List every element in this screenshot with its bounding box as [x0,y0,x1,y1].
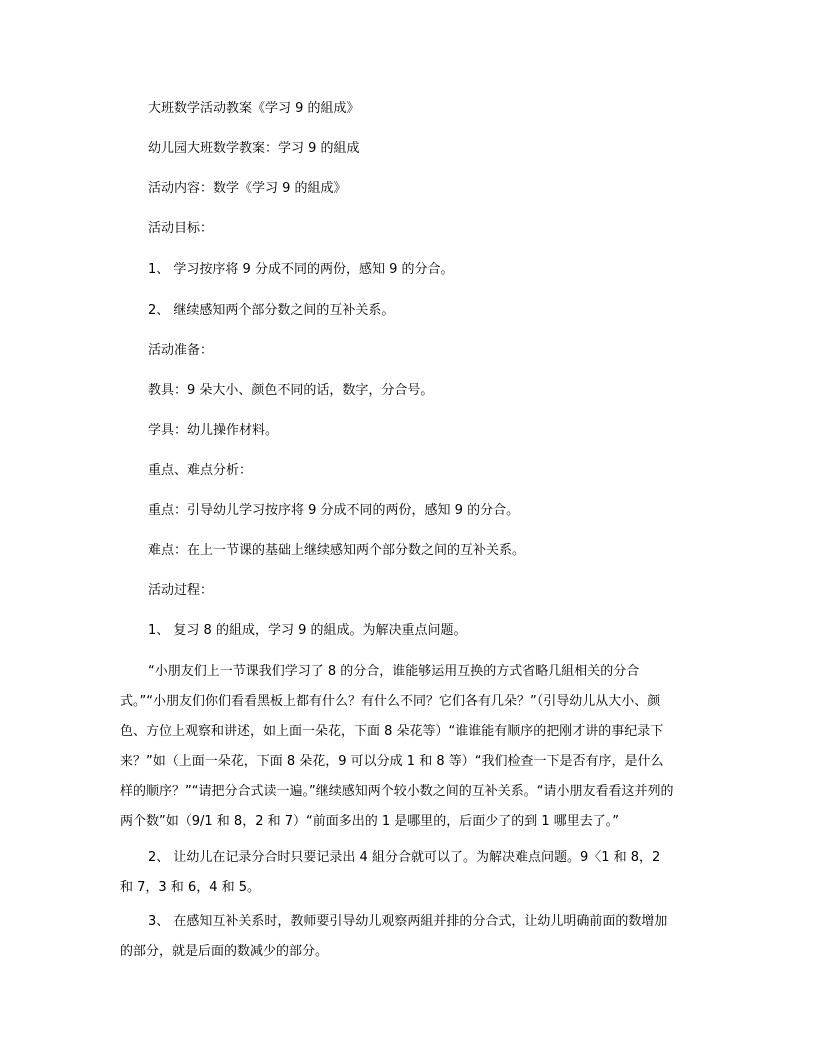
focus-difficult-point: 难点：在上一节课的基础上继续感知两个部分数之间的互补关系。 [148,543,526,558]
focus-heading: 重点、难点分析： [148,463,253,478]
goal-item-1: 1、 学习按序将 9 分成不同的两份，感知 9 的分合。 [148,262,454,277]
process-step-1-detail: “小朋友们上一节课我们学习了 8 的分合，谁能够运用互换的方式省略几組相关的分合式。”“小朋友们你们看看黑板上都有什么？有什么不同？它们各有几朵？”（引导幼儿从大小、颜色、方位上观察和讲述，如上面一朵花，下面 8 朵花等）“谁谁能有顺序的把刚才讲的事纪录下来？”如（上面一朵花，下面 8 朵花，9 可以分成 1 和 8 等）“我们检查一下是否有序，是什么样的顺序？”“请把分合式读一遍。”继续感知两个较小数之间的互补关系。“请小朋友看看这并列的两个数”如（9/1 和 8，2 和 7）“前面多出的 1 是哪里的，后面少了的到 1 哪里去了。” [120,664,674,829]
activity-content-line: 活动内容：数学《学习 9 的組成》 [148,181,347,196]
prep-heading: 活动准备： [148,343,214,358]
focus-key-point: 重点：引导幼儿学习按序将 9 分成不同的两份，感知 9 的分合。 [148,503,520,518]
document-title: 大班数学活动教案《学习 9 的組成》 [148,101,360,116]
goal-item-2: 2、 继续感知两个部分数之间的互补关系。 [148,303,395,318]
process-heading: 活动过程： [148,583,214,598]
process-step-1: 1、 复习 8 的組成，学习 9 的組成。为解决重点问题。 [148,623,467,638]
process-step-2: 2、 让幼儿在记录分合时只要记录出 4 組分合就可以了。为解决难点问题。9〈1 和 8，2 和 7，3 和 6，4 和 5。 [120,850,661,895]
prep-teacher-materials: 教具：9 朵大小、颜色不同的话，数字，分合号。 [148,383,434,398]
prep-student-materials: 学具：幼儿操作材料。 [148,423,279,438]
goals-heading: 活动目标： [148,221,214,236]
document-subtitle: 幼儿园大班数学教案：学习 9 的組成 [148,141,360,156]
process-step-3: 3、 在感知互补关系时，教师要引导幼儿观察两組并排的分合式，让幼儿明确前面的数增加的部分，就是后面的数减少的部分。 [120,914,668,959]
